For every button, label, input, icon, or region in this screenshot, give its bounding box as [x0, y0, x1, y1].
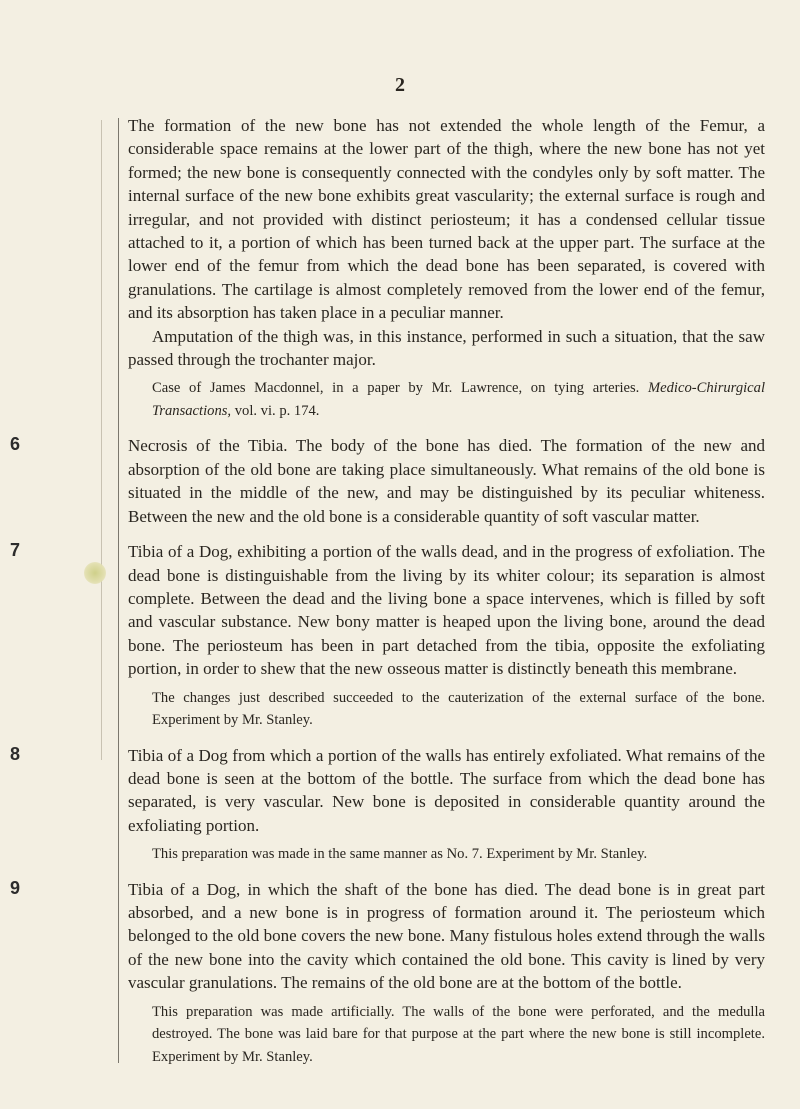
- entry-9: [10, 877, 765, 1069]
- note-journal: Medico-Chirurgical Transactions,: [152, 380, 765, 419]
- entry-8: [10, 743, 765, 866]
- page-number: 2: [395, 74, 405, 96]
- entry-number: 6: [10, 434, 21, 455]
- note-text: Case of James Macdonnel, in a paper by Mr. Lawrence, on tying arteries.: [152, 380, 640, 397]
- entry-text: Tibia of a Dog, exhibiting a portion of the walls dead, and in the progress of exfoliation. The dead bone is distinguishable from the living by its whiter colour; its separation is almost complete. Between the dead and the living bone a space intervenes, which is filled by soft and vascular substance. New bony matter is heaped upon the living bone, around the dead bone. The periosteum has been in part detached from the tibia, opposite the exfoliating portion, in order to shew that the new osseous matter is distinctly beneath this membrane.: [128, 542, 765, 679]
- margin-rule: [118, 118, 119, 1063]
- opening-note: [128, 377, 765, 422]
- entry-7: [10, 540, 765, 731]
- opening-paragraph: The formation of the new bone has not extended the whole length of the Femur, a considerable space remains at the lower part of the thigh, where the new bone has not yet formed; the new bone is consequently connected with the condyles only by soft matter. The internal surface of the new bone exhibits great vascularity; the external surface is rough and irregular, and not provided with distinct periosteum; it has a condensed cellular tissue attached to it, a portion of which has been turned back at the upper part. The surface at the lower end of the femur from which the dead bone has been separated, is covered with granulations. The cartilage is almost completely removed from the lower end of the femur, and its absorption has taken place in a peculiar manner.: [128, 116, 765, 323]
- entry-text: Tibia of a Dog, in which the shaft of the bone has died. The dead bone is in great part absorbed, and a new bone is in progress of formation around it. The periosteum which belonged to the old bone covers the new bone. Many fistulous holes extend through the walls of the new bone into the cavity which contained the old bone. This cavity is lined by very vascular granulations. The remains of the old bone are at the bottom of the bottle.: [128, 879, 765, 993]
- entry-text: Necrosis of the Tibia. The body of the bone has died. The formation of the new and absorption of the old bone are taking place simultaneously. What remains of the old bone is situated in the middle of the new, and may be distinguished by its peculiar whiteness. Between the new and the old bone is a considerable quantity of soft vascular matter.: [128, 436, 765, 526]
- text-block: [10, 114, 765, 1080]
- entry-note: This preparation was made artificially. The walls of the bone were perforated, and the medulla destroyed. The bone was laid bare for that purpose at the part where the new bone is still incomplete. Experiment by Mr. Stanley.: [152, 1003, 765, 1065]
- faint-margin-line: [101, 120, 102, 760]
- note-ref: vol. vi. p. 174.: [234, 402, 320, 419]
- paper-stain: [84, 562, 106, 584]
- entry-note: The changes just described succeeded to the cauterization of the external surface of the bone. Experiment by Mr. Stanley.: [152, 689, 765, 729]
- opening-paragraph-2: Amputation of the thigh was, in this instance, performed in such a situation, that the saw passed through the trochanter major.: [128, 326, 765, 370]
- entry-number: 7: [10, 540, 21, 561]
- entry-number: 9: [10, 877, 21, 898]
- entry-6: [10, 434, 765, 528]
- entry-note: This preparation was made in the same manner as No. 7. Experiment by Mr. Stanley.: [152, 846, 648, 863]
- entry-number: 8: [10, 743, 21, 764]
- entry-text: Tibia of a Dog from which a portion of the walls has entirely exfoliated. What remains of the dead bone is seen at the bottom of the bottle. The surface from which the dead bone has separated, is very vascular. New bone is deposited in considerable quantity around the exfoliating portion.: [128, 745, 765, 835]
